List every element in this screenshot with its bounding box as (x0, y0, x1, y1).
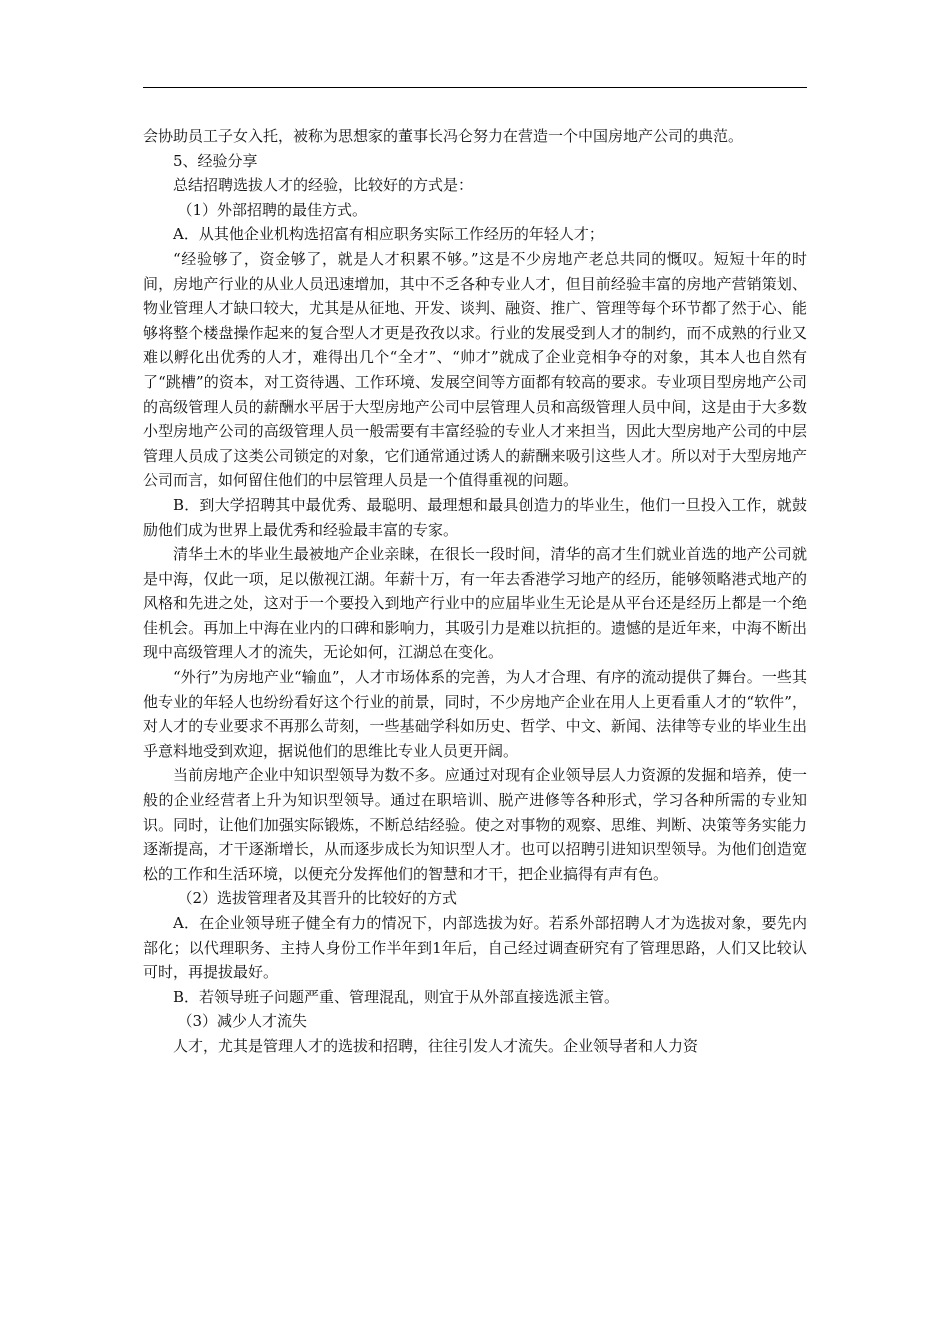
paragraph-talent-shortage: “经验够了，资金够了，就是人才积累不够。”这是不少房地产老总共同的慨叹。短短十年的时间，房地产行业的从业人员迅速增加，其中不乏各种专业人才，但目前经验丰富的房地产营销策划、物业管理人才缺口较大，尤其是从征地、开发、谈判、融资、推广、管理等每个环节都了然于心、能够将整个楼盘操作起来的复合型人才更是孜孜以求。行业的发展受到人才的制约，而不成熟的行业又难以孵化出优秀的人才，难得出几个“全才”、“帅才”就成了企业竞相争夺的对象，其本人也自然有了“跳槽”的资本，对工资待遇、工作环境、发展空间等方面都有较高的要求。专业项目型房地产公司的高级管理人员的薪酬水平居于大型房地产公司中层管理人员和高级管理人员中间，这是由于大多数小型房地产公司的高级管理人员一般需要有丰富经验的专业人才来担当，因此大型房地产公司的中层管理人员成了这类公司锁定的对象，它们通常通过诱人的薪酬来吸引这些人才。所以对于大型房地产公司而言，如何留住他们的中层管理人员是一个值得重视的问题。 (143, 249, 807, 490)
subheading-external-recruitment: （1）外部招聘的最佳方式。 (177, 200, 368, 219)
paragraph-summary-intro: 总结招聘选拔人才的经验，比较好的方式是： (173, 176, 474, 195)
item-b-external-appointment: B．若领导班子问题严重、管理混乱，则宜于从外部直接选派主管。 (173, 987, 620, 1006)
paragraph-tsinghua-graduates: 清华土木的毕业生最被地产企业亲睐，在很长一段时间，清华的高才生们就业首选的地产公司就是中海，仅此一项，足以傲视江湖。年薪十万，有一年去香港学习地产的经历，能够领略港式地产的风格和先进之处，这对于一个要投入到地产行业中的应届毕业生无论是从平台还是经历上都是一个绝佳机会。再加上中海在业内的口碑和影响力，其吸引力是难以抗拒的。遗憾的是近年来，中海不断出现中高级管理人才的流失，无论如何，江湖总在变化。 (143, 545, 807, 662)
item-a-internal-selection: A．在企业领导班子健全有力的情况下，内部选拔为好。若系外部招聘人才为选拔对象，要先内部化；以代理职务、主持人身份工作半年到1年后，自己经过调查研究有了管理思路，人们又比较认可时，再提拔最好。 (143, 914, 807, 982)
subheading-manager-selection: （2）选拔管理者及其晋升的比较好的方式 (177, 889, 458, 908)
item-a-experienced-talent: A．从其他企业机构选招富有相应职务实际工作经历的年轻人才； (173, 225, 604, 244)
section-heading-experience-sharing: 5、经验分享 (173, 151, 258, 170)
header-rule (143, 87, 807, 88)
paragraph-continuation: 会协助员工子女入托，被称为思想家的董事长冯仑努力在营造一个中国房地产公司的典范。 (143, 127, 744, 145)
paragraph-talent-loss: 人才，尤其是管理人才的选拔和招聘，往往引发人才流失。企业领导者和人力资 (173, 1036, 699, 1055)
item-b-campus-recruitment: B．到大学招聘其中最优秀、最聪明、最理想和最具创造力的毕业生，他们一旦投入工作，就鼓励他们成为世界上最优秀和经验最丰富的专家。 (143, 495, 807, 539)
subheading-reduce-turnover: （3）减少人才流失 (177, 1012, 308, 1031)
paragraph-knowledge-leaders: 当前房地产企业中知识型领导为数不多。应通过对现有企业领导层人力资源的发掘和培养，使一般的企业经营者上升为知识型领导。通过在职培训、脱产进修等各种形式，学习各种所需的专业知识。同时，让他们加强实际锻炼，不断总结经验。使之对事物的观察、思维、判断、决策等务实能力逐渐提高，才干逐渐增长，从而逐步成长为知识型人才。也可以招聘引进知识型领导。为他们创造宽松的工作和生活环境，以便充分发挥他们的智慧和才干，把企业搞得有声有色。 (143, 766, 807, 883)
paragraph-outsider-talent: “外行”为房地产业“输血”，人才市场体系的完善，为人才合理、有序的流动提供了舞台。一些其他专业的年轻人也纷纷看好这个行业的前景，同时，不少房地产企业在用人上更看重人才的“软件”，对人才的专业要求不再那么苛刻，一些基础学科如历史、哲学、中文、新闻、法律等专业的毕业生出乎意料地受到欢迎，据说他们的思维比专业人员更开阔。 (143, 668, 807, 760)
document-body (143, 124, 807, 1059)
